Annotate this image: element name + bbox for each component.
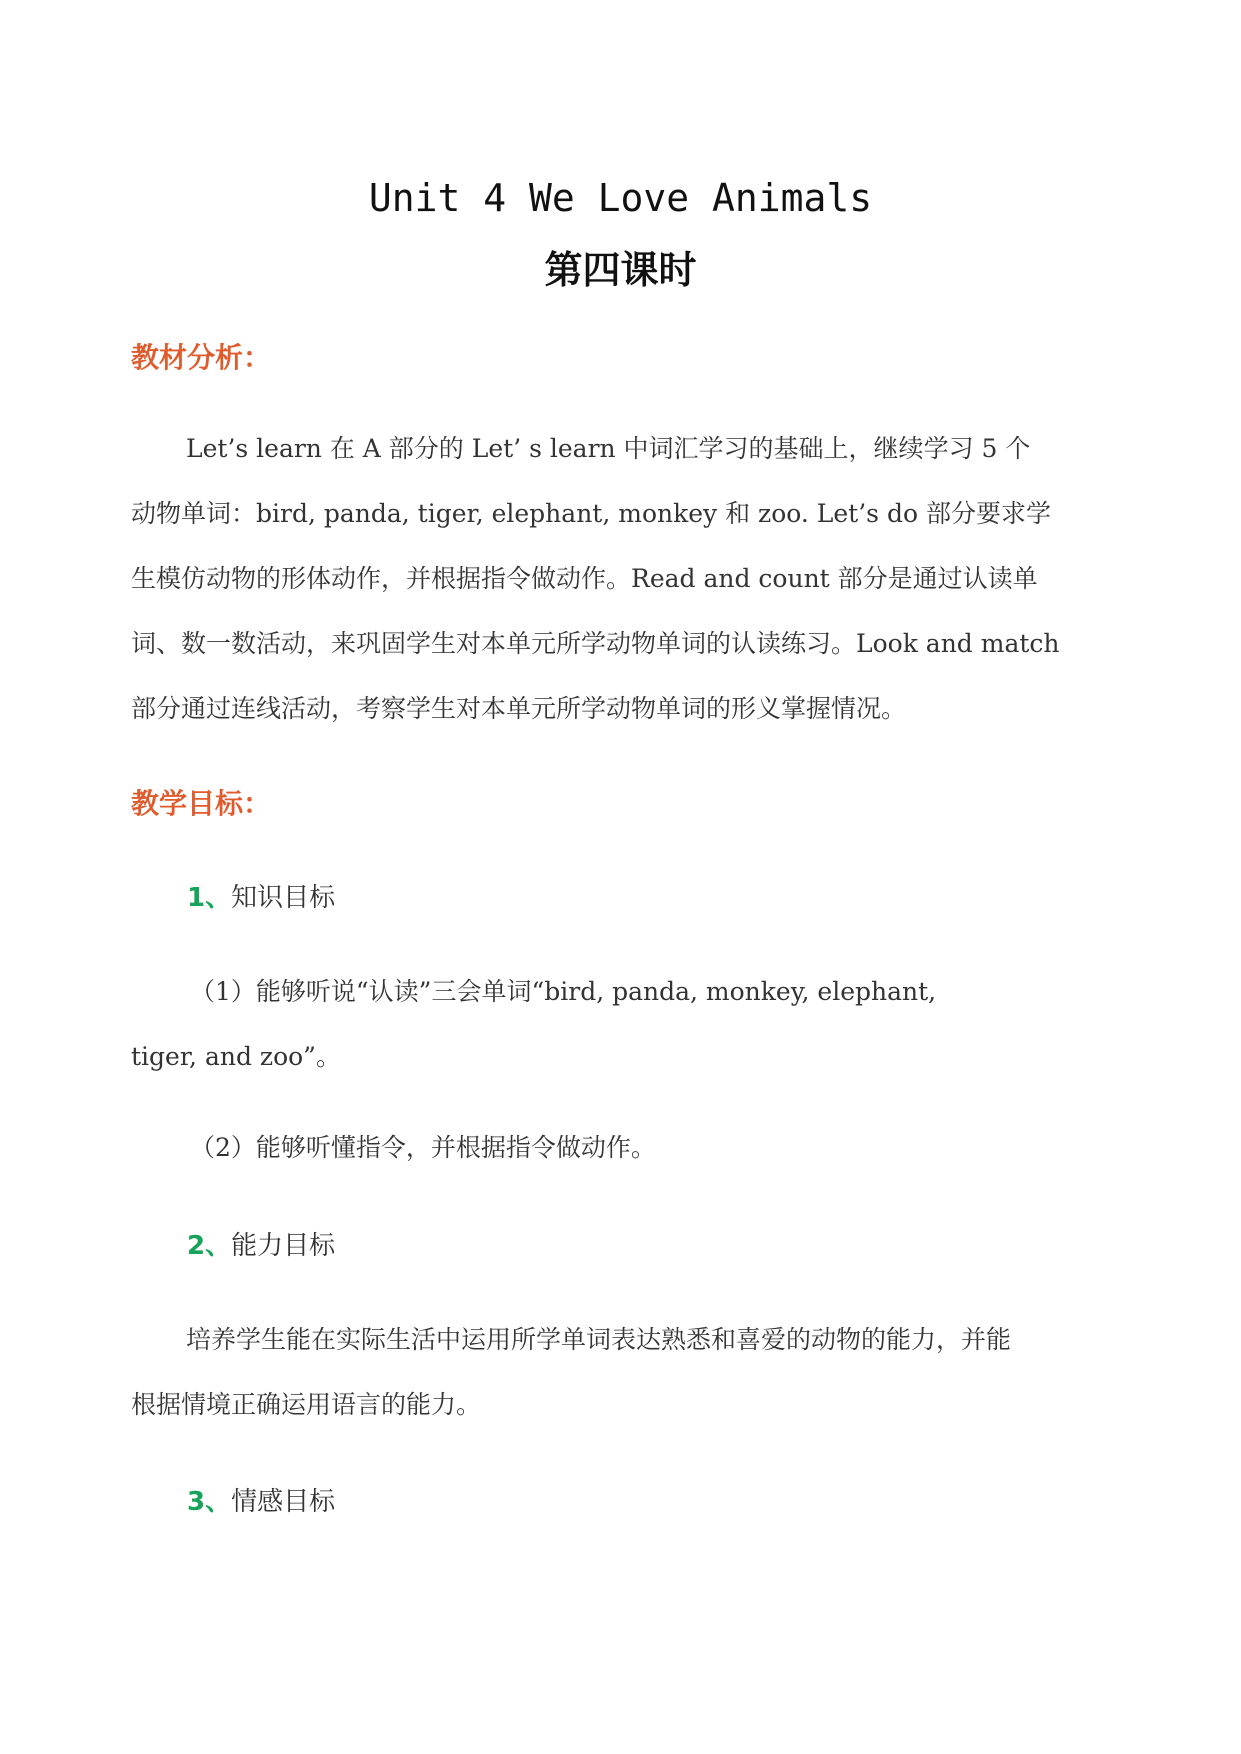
page-title: Unit 4 We Love Animals [368,176,873,220]
paragraph-line: 词、数一数活动，来巩固学生对本单元所学动物单词的认读练习。Look and match [131,629,1060,658]
paragraph-line: 生模仿动物的形体动作，并根据指令做动作。Read and count 部分是通过认读单 [131,564,1038,593]
goal-paragraph-line: 培养学生能在实际生活中运用所学单词表达熟悉和喜爱的动物的能力，并能 [186,1325,1012,1354]
goal-item-line: （2）能够听懂指令，并根据指令做动作。 [190,1133,656,1162]
paragraph-line: 动物单词：bird, panda, tiger, elephant, monkey 和 zoo. Let’s do 部分要求学 [131,499,1051,528]
goal-number: 2、 [187,1231,232,1261]
goal-knowledge [187,880,335,916]
goal-item-line: （1）能够听说“认读”三会单词“bird, panda, monkey, elephant, [190,977,937,1006]
goal-label: 情感目标 [231,1487,336,1517]
goal-ability [187,1228,335,1264]
page-subtitle: 第四课时 [544,248,697,292]
goal-label: 知识目标 [231,883,336,913]
paragraph-line: Let’s learn 在 A 部分的 Let’ s learn 中词汇学习的基础上，继续学习 5 个 [186,434,1031,463]
goal-paragraph-line: 根据情境正确运用语言的能力。 [131,1390,482,1419]
goal-number: 3、 [187,1487,232,1517]
paragraph-line: 部分通过连线活动，考察学生对本单元所学动物单词的形义掌握情况。 [131,694,907,723]
goal-emotion [187,1484,335,1520]
goal-number: 1、 [187,883,232,913]
goal-item-line: tiger, and zoo”。 [131,1042,341,1071]
section-heading-material-analysis: 教材分析： [131,341,272,374]
section-heading-teaching-goals: 教学目标： [131,787,272,820]
goal-label: 能力目标 [231,1231,336,1261]
